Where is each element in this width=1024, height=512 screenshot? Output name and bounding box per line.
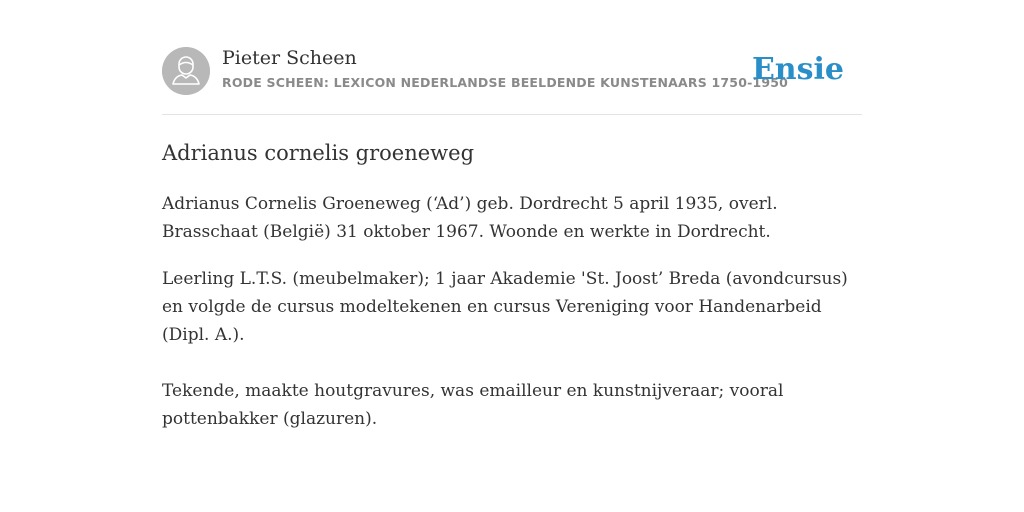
author-avatar[interactable] [162,47,210,95]
article-paragraph-2: Leerling L.T.S. (meubelmaker); 1 jaar Akademie 'St. Joost’ Breda (avondcursus) en volgde de cursus modeltekenen en cursus Vereniging voor Handenarbeid (Dipl. A.). [162,269,848,345]
source-title[interactable]: RODE SCHEEN: LEXICON NEDERLANDSE BEELDENDE KUNSTENAARS 1750-1950 [222,75,789,90]
user-icon [162,47,210,95]
article-body [162,190,862,433]
article-title: Adrianus cornelis groeneweg [162,141,475,165]
article-paragraph-1: Adrianus Cornelis Groeneweg (‘Ad’) geb. Dordrecht 5 april 1935, overl. Brasschaat (België) 31 oktober 1967. Woonde en werkte in Dordrecht. [162,194,778,242]
article-paragraph-3: Tekende, maakte houtgravures, was emailleur en kunstnijveraar; vooral pottenbakker (glazuren). [162,381,784,429]
author-name[interactable]: Pieter Scheen [222,47,357,69]
brand-logo[interactable]: Ensie [751,52,844,87]
article-header [162,46,862,115]
